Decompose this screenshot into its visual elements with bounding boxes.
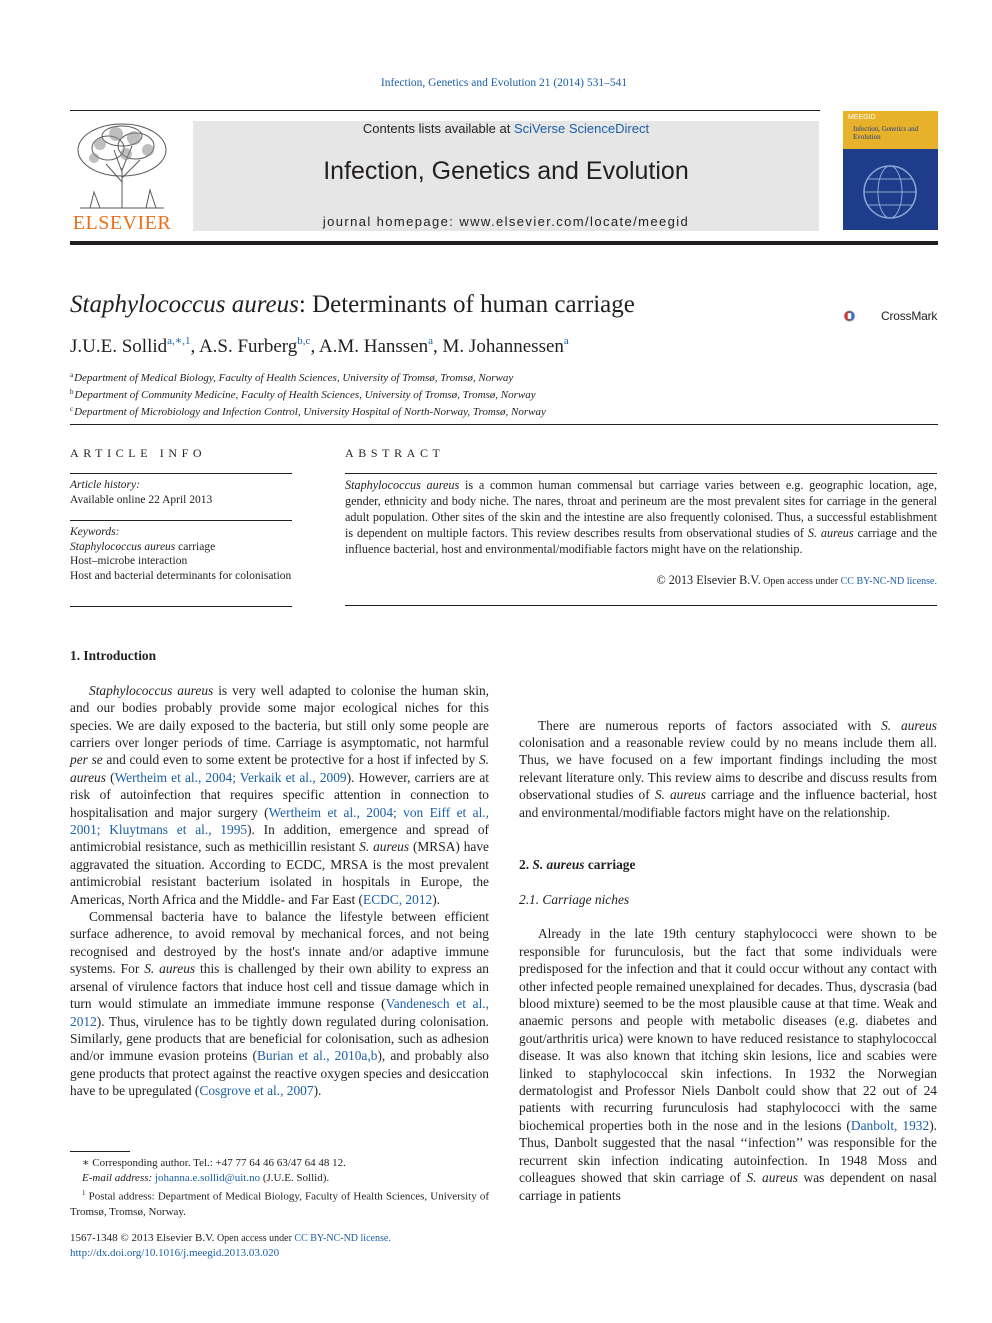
author-sep: , — [190, 336, 199, 357]
text: There are numerous reports of factors associated with — [538, 717, 882, 733]
author-2[interactable]: A.S. Furberg — [198, 336, 298, 357]
footnote-email — [70, 1171, 489, 1186]
emphasis: per se — [70, 752, 103, 768]
footnote-corresponding — [70, 1156, 489, 1171]
author-sep: , — [433, 336, 443, 357]
citation-link[interactable]: Wertheim et al., 2004; Verkaik et al., 2009 — [114, 769, 347, 785]
cover-title: Infection, Genetics and Evolution — [853, 125, 919, 141]
article-info-heading: ARTICLE INFO — [70, 446, 207, 460]
species: S. aureus — [532, 856, 585, 872]
issn-line — [70, 1231, 391, 1246]
text: ). — [313, 1083, 322, 1099]
footnote-text: Corresponding author. Tel.: +47 77 64 46 63/47 64 48 12. — [89, 1157, 346, 1169]
species: S. aureus — [881, 717, 937, 733]
species: S. aureus — [144, 961, 196, 977]
crossmark-label[interactable]: CrossMark — [881, 309, 938, 323]
paragraph-4 — [519, 925, 937, 1204]
text: colonisation and a reasonable review could by no means include them all. Thus, we have focused on a few important findings including the most relevant literature only. This review aims to describe and discuss results from observational studies of — [519, 735, 937, 803]
section-rest: carriage — [584, 856, 636, 872]
author-list — [70, 334, 569, 358]
abstract-heading: ABSTRACT — [345, 446, 445, 460]
affiliations — [70, 368, 546, 419]
author-3[interactable]: A.M. Hanssen — [318, 336, 429, 357]
journal-homepage — [193, 214, 819, 229]
text: (MRSA) have aggravated the situation. According to ECDC, MRSA is the most prevalent antimicrobial resistant bacterium isolated in hospitals in Europe, the Americas, North Africa and the Middle- and Far East ( — [70, 839, 489, 907]
affil-text: Department of Medical Biology, Faculty of Health Sciences, University of Tromsø, Tromsø, Norway — [74, 372, 514, 384]
spacer — [70, 664, 489, 681]
footnote-mark: 1 — [82, 1189, 86, 1197]
bottom-publication-info — [70, 1231, 391, 1261]
footnote-rule — [70, 1151, 130, 1152]
footnote-text: Postal address: Department of Medical Biology, Faculty of Health Sciences, University of Tromsø, Tromsø, Norway. — [70, 1190, 489, 1218]
affiliation-b — [70, 385, 546, 402]
keywords-label: Keywords: — [70, 526, 120, 538]
paragraph-1 — [70, 682, 489, 908]
text: ). However, carriers are at risk of autoinfection that requires specific attention in connection to hospitalisation and major surgery ( — [70, 769, 489, 820]
license-link[interactable]: CC BY-NC-ND license. — [840, 576, 937, 587]
globe-icon — [853, 161, 928, 223]
text: and could even to some extent be protective for a host if infected by — [102, 752, 479, 768]
email-owner: (J.U.E. Sollid). — [260, 1172, 330, 1184]
cover-tag: MEEGID — [848, 114, 876, 121]
section-1-heading: 1. Introduction — [70, 648, 157, 663]
abstract-copyright — [345, 573, 937, 588]
section-number: 2. — [519, 856, 533, 872]
email-link[interactable]: johanna.e.sollid@uit.no — [152, 1172, 261, 1184]
affil-key: b — [70, 388, 74, 396]
spacer — [519, 873, 937, 890]
contents-line — [193, 121, 819, 136]
journal-masthead — [193, 121, 819, 231]
info-rule-2 — [70, 520, 292, 521]
paragraph-2 — [70, 908, 489, 1099]
sciencedirect-link[interactable]: SciVerse ScienceDirect — [513, 121, 650, 136]
species: S. aureus — [359, 839, 410, 855]
footnote-mark: ∗ — [82, 1157, 90, 1169]
contents-prefix: Contents lists available at — [362, 121, 514, 136]
journal-cover-thumbnail[interactable] — [843, 111, 938, 230]
keyword-2: Host–microbe interaction — [70, 555, 188, 567]
article-title — [70, 291, 635, 319]
abstract-rule-bottom — [345, 605, 937, 606]
author-1[interactable]: J.U.E. Sollid — [70, 336, 168, 357]
title-rest: : Determinants of human carriage — [298, 291, 635, 318]
citation-link[interactable]: Wertheim et al., 2004; von Eiff et al., 2001; Kluytmans et al., 1995 — [70, 804, 489, 838]
citation-link[interactable]: Cosgrove et al., 2007 — [199, 1083, 314, 1099]
info-rule-3 — [70, 606, 292, 607]
text: carriage and the influence bacterial, host and environmental/modifiable factors might have on the relationship. — [519, 787, 937, 820]
homepage-prefix: journal homepage: — [322, 214, 460, 229]
text: is very well adapted to colonise the human skin, and our bodies probably provide some major ecological niches for this species. We are daily exposed to the bacteria, but still only some people are carriers over longer periods of time. Carriage is asymptomatic, not harmful — [70, 682, 489, 751]
spacer — [519, 908, 937, 925]
title-species: Staphylococcus aureus — [70, 291, 299, 318]
keyword-1-species: Staphylococcus aureus — [70, 540, 176, 553]
affil-key: a — [70, 371, 74, 379]
section-2-1-heading: 2.1. Carriage niches — [519, 891, 630, 907]
author-4-affil[interactable]: a — [563, 335, 569, 347]
text: this is challenged by their own ability to express an arsenal of virulence factors that induce host cell and tissue damage which in turn would stimulate an immediate immune response ( — [70, 961, 489, 1012]
author-2-affil[interactable]: b,c — [297, 335, 311, 347]
spacer — [519, 821, 937, 838]
copyright-text: © 2013 Elsevier B.V. — [656, 573, 761, 587]
affil-text: Department of Community Medicine, Faculty of Health Sciences, University of Tromsø, Tromsø, Norway — [74, 389, 536, 401]
citation-link[interactable]: Vandenesch et al., 2012 — [70, 996, 490, 1029]
text: ( — [105, 769, 115, 785]
keyword-3: Host and bacterial determinants for colonisation — [70, 569, 292, 582]
issn: 1567-1348 © 2013 Elsevier B.V. — [70, 1232, 215, 1244]
abstract-rule-top — [345, 473, 937, 474]
text: ). — [432, 891, 441, 907]
crossmark-icon[interactable] — [843, 298, 879, 334]
body-column-left — [70, 647, 489, 1100]
keyword-1-rest: carriage — [175, 540, 216, 553]
spacer — [519, 838, 937, 855]
homepage-url[interactable]: www.elsevier.com/locate/meegid — [459, 214, 690, 229]
footnotes — [70, 1156, 489, 1220]
text: ), and probably also gene products that protect against the reactive oxygen species and desiccation have to be upregulated ( — [70, 1048, 489, 1099]
species: Staphylococcus aureus — [89, 682, 214, 698]
text: Already in the late 19th century staphylococci were shown to be responsible for furunculosis, but the fact that some individuals were predisposed for the infection and that it could occur without any contact with other infected people remained unexplained for decades. Thus, dyscrasia (bad blood mixture) seemed to be the most plausible cause at that time. Weak and anaemic persons and people with metabolic diseases (e.g. diabetes and gout/arthritis urica) were known to have reduced resistance to staphylococcal disease. It was also known that itching skin lesions, lice and scabies were linked to staphylococcal skin infections. In 1932 the Norwegian dermatologist and Professor Niels Danbolt could show that 22 out of 24 patients with recurring furunculosis had staphylococci with the same biochemical properties both in the nose and in the lesions ( — [519, 926, 937, 1133]
abstract-species: S. aureus — [807, 526, 854, 540]
journal-name: Infection, Genetics and Evolution — [323, 157, 689, 185]
affiliation-c — [70, 402, 546, 419]
section-2-heading — [519, 856, 937, 873]
abstract-species: Staphylococcus aureus — [345, 478, 460, 492]
affil-text: Department of Microbiology and Infection Control, University Hospital of North-Norway, Tromsø, Norway — [74, 406, 546, 418]
open-access-text: Open access under — [760, 576, 841, 587]
open-access-text: Open access under — [214, 1233, 295, 1244]
keywords — [70, 525, 292, 583]
header-thick-rule — [70, 241, 938, 245]
text: Commensal bacteria have to balance the lifestyle between efficient surface adherence, to avoid removal by mechanical forces, and not being recognised and destroyed by the host's innate and/or adaptive immune systems. For — [70, 909, 489, 977]
author-3-affil[interactable]: a — [428, 335, 434, 347]
footnote-postal — [70, 1186, 489, 1220]
text: was dependent on nasal carriage in patients — [519, 1170, 937, 1203]
author-1-affil[interactable]: a,∗,1 — [167, 335, 191, 347]
text: ). In addition, emergence and spread of antimicrobial resistance, such as methicillin resistant — [70, 822, 489, 855]
info-top-rule — [70, 424, 938, 425]
keyword-1 — [70, 540, 292, 555]
citation-link[interactable]: ECDC, 2012 — [363, 891, 433, 907]
abstract-part-1: is a common human commensal but carriage varies between e.g. geographic location, age, gender, ethnicity and body niche. The nares, throat and perineum are the most prevalent sites for carriage in the general adult population. Other sites of the skin and the intestine are also frequently colonised. Thus, a successful establishment is dependent on multiple factors. This review describes results from observational studies of — [345, 478, 937, 540]
affiliation-a — [70, 368, 546, 385]
article-history — [70, 478, 292, 507]
column-continuation-space — [519, 647, 937, 717]
info-rule-1 — [70, 473, 292, 474]
author-4[interactable]: M. Johannessen — [442, 336, 564, 357]
email-label: E-mail address: — [82, 1172, 153, 1184]
journal-citation[interactable]: Infection, Genetics and Evolution 21 (2014) 531–541 — [380, 77, 628, 89]
abstract-part-2: carriage and the influence bacterial, host and environmental/modifiable factors might have on the relationship. — [345, 526, 937, 556]
species: S. aureus — [746, 1170, 798, 1186]
citation-link[interactable]: Burian et al., 2010a,b — [256, 1048, 378, 1064]
history-value: Available online 22 April 2013 — [70, 493, 213, 506]
header-top-rule — [70, 110, 820, 111]
history-label: Article history: — [70, 479, 140, 491]
text: ). Thus, Danbolt suggested that the nasal ‘‘infection’’ was responsible for the recurrent skin infection indicating autoinfection. In 1948 Moss and colleagues showed that skin carriage of — [519, 1117, 937, 1186]
text: ). Thus, virulence has to be tightly down regulated during colonisation. Similarly, gene products that are beneficial for colonisation, such as adhesion and/or immune evasion proteins ( — [70, 1013, 489, 1064]
species: S. aureus — [70, 752, 489, 785]
citation-link[interactable]: Danbolt, 1932 — [850, 1117, 930, 1133]
abstract-text — [345, 477, 937, 557]
body-column-right — [519, 647, 937, 1204]
author-sep: , — [310, 336, 319, 357]
license-link[interactable]: CC BY-NC-ND license. — [294, 1233, 391, 1244]
species: S. aureus — [654, 787, 706, 803]
paragraph-3 — [519, 717, 937, 821]
affil-key: c — [70, 405, 74, 413]
elsevier-wordmark: ELSEVIER — [72, 212, 172, 234]
doi-link[interactable]: http://dx.doi.org/10.1016/j.meegid.2013.03.020 — [70, 1247, 280, 1259]
